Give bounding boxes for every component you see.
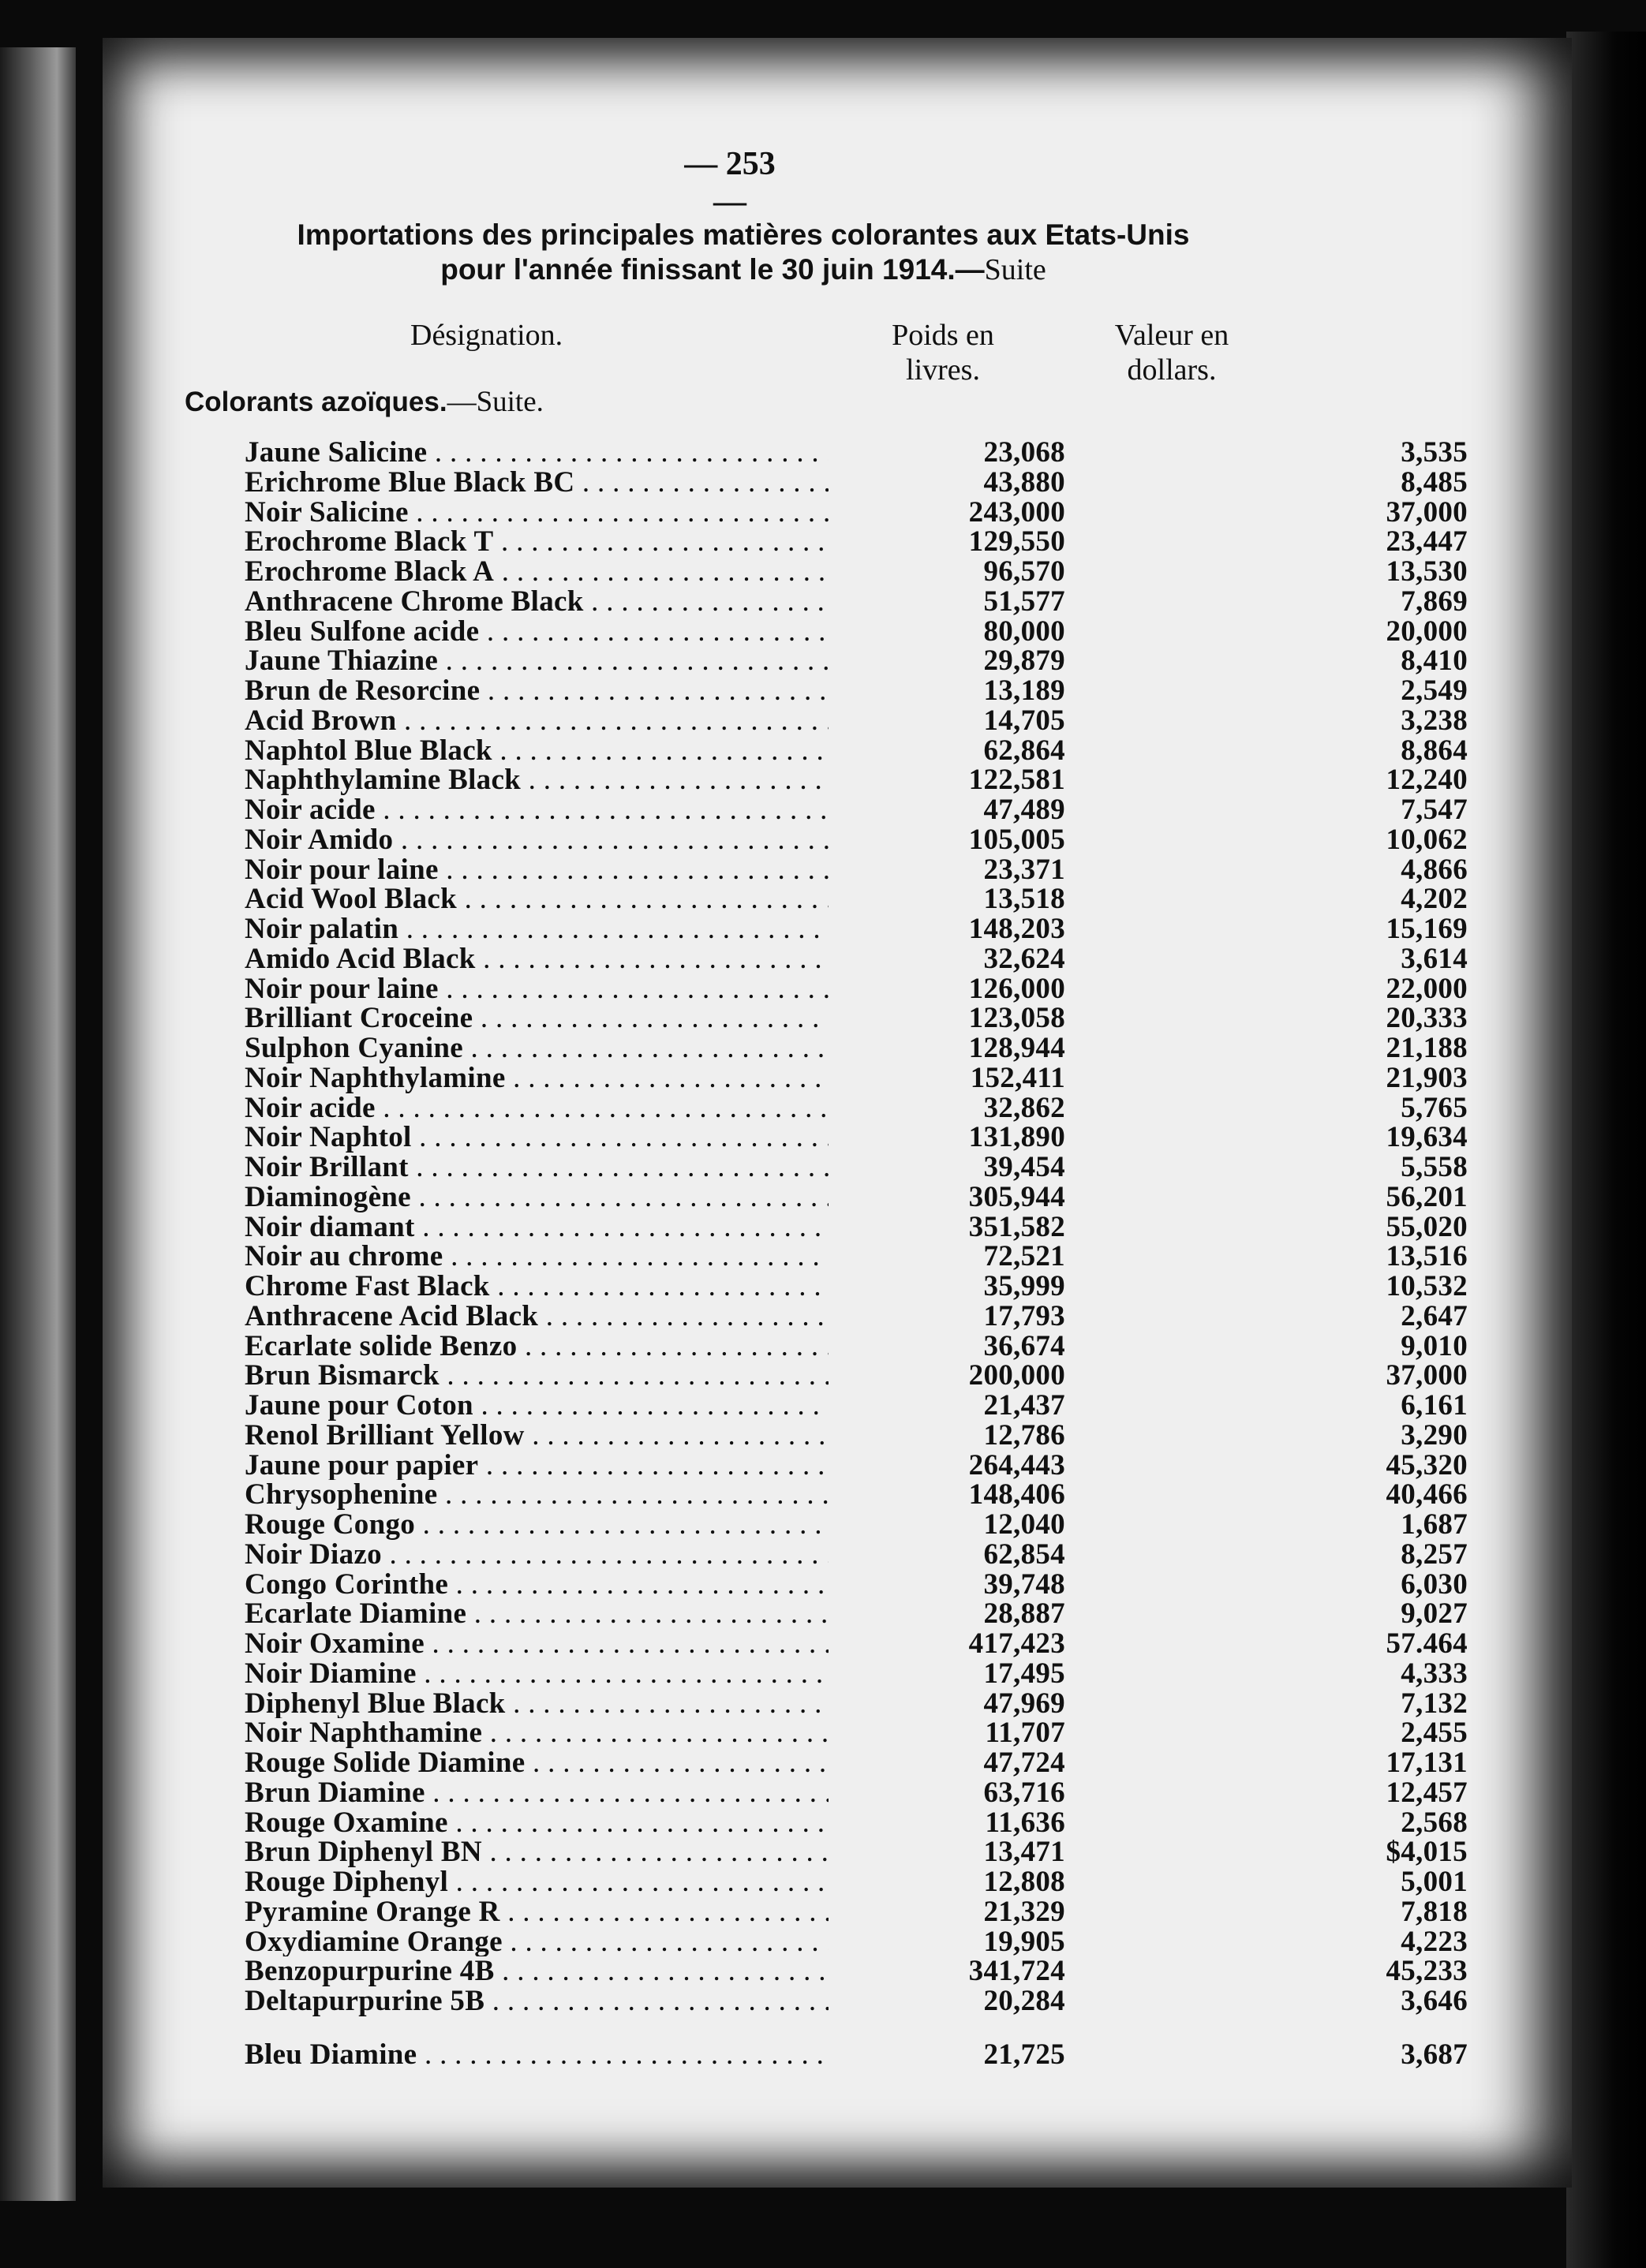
row-valeur: 3,238 bbox=[1401, 704, 1468, 737]
title-line-2-text: pour l'année finissant le 30 juin 1914.— bbox=[440, 253, 985, 286]
row-poids: 341,724 bbox=[968, 1955, 1065, 1988]
column-header-poids bbox=[852, 318, 1034, 387]
row-valeur: 17,131 bbox=[1386, 1747, 1468, 1779]
row-designation: Brun Bismarck . . . bbox=[245, 1361, 829, 1391]
table-row bbox=[245, 972, 1468, 1005]
row-valeur: 37,000 bbox=[1386, 1359, 1468, 1392]
table-row bbox=[245, 1121, 1468, 1154]
row-poids: 17,495 bbox=[983, 1657, 1065, 1690]
book-edge-shadow bbox=[1566, 32, 1646, 2268]
row-valeur: 55,020 bbox=[1386, 1210, 1468, 1243]
row-designation: Diphenyl Blue Black . . . bbox=[245, 1689, 829, 1719]
row-poids: 305,944 bbox=[968, 1180, 1065, 1213]
row-poids: 72,521 bbox=[983, 1240, 1065, 1273]
row-valeur: 13,516 bbox=[1386, 1240, 1468, 1273]
table-row bbox=[245, 674, 1468, 707]
row-valeur: 2,568 bbox=[1401, 1806, 1468, 1839]
row-valeur: 57.464 bbox=[1386, 1627, 1468, 1660]
table-row bbox=[245, 1538, 1468, 1571]
row-valeur: 4,223 bbox=[1401, 1925, 1468, 1958]
row-valeur: 19,634 bbox=[1386, 1121, 1468, 1154]
row-valeur: 8,410 bbox=[1401, 645, 1468, 678]
row-poids: 21,437 bbox=[983, 1389, 1065, 1422]
row-valeur: 3,290 bbox=[1401, 1418, 1468, 1452]
row-poids: 11,636 bbox=[985, 1806, 1065, 1839]
table-row bbox=[245, 525, 1468, 559]
row-valeur: 4,333 bbox=[1401, 1657, 1468, 1690]
row-designation: Noir Brillant . . . bbox=[245, 1153, 829, 1183]
row-designation: Acid Wool Black . . . bbox=[245, 884, 829, 914]
column-header-designation: Désignation. bbox=[410, 319, 563, 352]
row-poids: 17,793 bbox=[983, 1299, 1065, 1332]
row-valeur: 20,000 bbox=[1386, 615, 1468, 648]
table-row bbox=[245, 1717, 1468, 1750]
table-row bbox=[245, 1687, 1468, 1720]
row-valeur: 22,000 bbox=[1386, 972, 1468, 1005]
row-valeur: 5,765 bbox=[1401, 1091, 1468, 1124]
table-row bbox=[245, 1418, 1468, 1452]
row-poids: 96,570 bbox=[983, 555, 1065, 588]
row-valeur: 23,447 bbox=[1386, 525, 1468, 559]
row-designation: Noir au chrome . . . bbox=[245, 1242, 829, 1272]
row-poids: 47,489 bbox=[983, 794, 1065, 826]
table-row bbox=[245, 1866, 1468, 1898]
row-valeur: 2,647 bbox=[1401, 1299, 1468, 1332]
dye-import-table bbox=[245, 436, 1468, 2071]
row-poids: 243,000 bbox=[968, 495, 1065, 529]
row-poids: 51,577 bbox=[983, 585, 1065, 618]
row-valeur: 8,257 bbox=[1401, 1538, 1468, 1571]
row-poids: 19,905 bbox=[983, 1925, 1065, 1958]
table-row bbox=[245, 1508, 1468, 1541]
table-row bbox=[245, 495, 1468, 529]
row-poids: 32,624 bbox=[983, 942, 1065, 975]
row-poids: 12,786 bbox=[983, 1418, 1065, 1452]
row-designation: Noir Naphthylamine . . . bbox=[245, 1063, 829, 1093]
row-valeur: 10,062 bbox=[1386, 823, 1468, 856]
row-valeur: 3,646 bbox=[1401, 1985, 1468, 2017]
row-poids: 29,879 bbox=[983, 645, 1065, 678]
row-poids: 28,887 bbox=[983, 1597, 1065, 1631]
table-row bbox=[245, 1180, 1468, 1213]
row-valeur: 7,547 bbox=[1401, 794, 1468, 826]
row-designation: Noir acide . . . bbox=[245, 1093, 829, 1123]
table-row bbox=[245, 1002, 1468, 1035]
table-row bbox=[245, 1091, 1468, 1124]
row-designation: Noir acide . . . bbox=[245, 795, 829, 825]
row-valeur: 3,535 bbox=[1401, 436, 1468, 469]
title-line-2 bbox=[183, 252, 1304, 287]
table-row bbox=[245, 913, 1468, 945]
row-poids: 417,423 bbox=[968, 1627, 1065, 1660]
row-poids: 62,864 bbox=[983, 734, 1065, 767]
row-designation: Naphtol Blue Black . . . bbox=[245, 736, 829, 766]
row-poids: 264,443 bbox=[968, 1448, 1065, 1481]
row-poids: 128,944 bbox=[968, 1032, 1065, 1064]
table-row bbox=[245, 823, 1468, 856]
row-designation: Sulphon Cyanine . . . bbox=[245, 1033, 829, 1063]
table-row bbox=[245, 1359, 1468, 1392]
row-designation: Acid Brown . . . bbox=[245, 706, 829, 736]
row-designation: Noir palatin . . . bbox=[245, 914, 829, 944]
row-valeur: 1,687 bbox=[1401, 1508, 1468, 1541]
column-header-valeur-line2: dollars. bbox=[1127, 353, 1217, 387]
row-valeur: $4,015 bbox=[1386, 1836, 1468, 1869]
row-poids: 148,203 bbox=[968, 913, 1065, 945]
row-valeur: 20,333 bbox=[1386, 1002, 1468, 1035]
table-row bbox=[245, 1389, 1468, 1422]
row-designation: Chrome Fast Black . . . bbox=[245, 1272, 829, 1302]
row-designation: Noir Diazo . . . bbox=[245, 1540, 829, 1570]
table-row bbox=[245, 555, 1468, 588]
row-designation: Chrysophenine . . . bbox=[245, 1480, 829, 1510]
row-designation: Rouge Congo . . . bbox=[245, 1510, 829, 1540]
table-row bbox=[245, 1627, 1468, 1660]
row-poids: 13,471 bbox=[983, 1836, 1065, 1869]
section-title-suffix: —Suite. bbox=[447, 386, 544, 418]
row-designation: Rouge Diphenyl . . . bbox=[245, 1867, 829, 1897]
table-row bbox=[245, 615, 1468, 648]
row-poids: 20,284 bbox=[983, 1985, 1065, 2017]
row-poids: 47,969 bbox=[983, 1687, 1065, 1720]
row-valeur: 12,457 bbox=[1386, 1776, 1468, 1809]
row-poids: 23,068 bbox=[983, 436, 1065, 469]
row-poids: 148,406 bbox=[968, 1478, 1065, 1511]
row-designation: Noir Salicine . . . bbox=[245, 498, 829, 528]
table-row bbox=[245, 1061, 1468, 1094]
table-row bbox=[245, 1836, 1468, 1869]
row-valeur: 10,532 bbox=[1386, 1270, 1468, 1302]
row-designation: Ecarlate Diamine . . . bbox=[245, 1599, 829, 1629]
table-row bbox=[245, 1747, 1468, 1779]
document-title bbox=[183, 218, 1304, 287]
row-poids: 62,854 bbox=[983, 1538, 1065, 1571]
row-valeur: 7,869 bbox=[1401, 585, 1468, 618]
row-designation: Erochrome Black T . . . bbox=[245, 527, 829, 557]
row-poids: 63,716 bbox=[983, 1776, 1065, 1809]
table-row bbox=[245, 436, 1468, 469]
row-designation: Naphthylamine Black . . . bbox=[245, 765, 829, 795]
row-poids: 105,005 bbox=[968, 823, 1065, 856]
row-valeur: 9,010 bbox=[1401, 1329, 1468, 1362]
table-row bbox=[245, 1567, 1468, 1601]
row-valeur: 13,530 bbox=[1386, 555, 1468, 588]
column-header-poids-line2: livres. bbox=[906, 353, 980, 387]
table-row bbox=[245, 585, 1468, 618]
table-row bbox=[245, 1955, 1468, 1988]
table-row bbox=[245, 764, 1468, 797]
row-poids: 43,880 bbox=[983, 465, 1065, 499]
row-designation: Amido Acid Black . . . bbox=[245, 944, 829, 974]
row-poids: 11,707 bbox=[985, 1717, 1065, 1750]
row-poids: 23,371 bbox=[983, 853, 1065, 886]
title-line-1: Importations des principales matières colorantes aux Etats-Unis bbox=[297, 219, 1190, 251]
section-title-text: Colorants azoïques. bbox=[185, 387, 447, 417]
table-row bbox=[245, 853, 1468, 886]
row-poids: 47,724 bbox=[983, 1747, 1065, 1779]
row-valeur: 37,000 bbox=[1386, 495, 1468, 529]
row-poids: 131,890 bbox=[968, 1121, 1065, 1154]
section-title bbox=[185, 385, 544, 419]
row-valeur: 8,485 bbox=[1401, 465, 1468, 499]
row-poids: 35,999 bbox=[983, 1270, 1065, 1302]
row-designation: Jaune Thiazine . . . bbox=[245, 646, 829, 676]
row-designation: Anthracene Chrome Black . . . bbox=[245, 587, 829, 617]
table-row bbox=[245, 1210, 1468, 1243]
table-row bbox=[245, 645, 1468, 678]
row-poids: 351,582 bbox=[968, 1210, 1065, 1243]
row-designation: Ecarlate solide Benzo . . . bbox=[245, 1332, 829, 1362]
row-valeur: 15,169 bbox=[1386, 913, 1468, 945]
row-valeur: 4,866 bbox=[1401, 853, 1468, 886]
table-row bbox=[245, 1895, 1468, 1928]
row-valeur: 40,466 bbox=[1386, 1478, 1468, 1511]
row-valeur: 8,864 bbox=[1401, 734, 1468, 767]
table-row bbox=[245, 1478, 1468, 1511]
row-designation: Pyramine Orange R . . . bbox=[245, 1897, 829, 1927]
row-designation: Erochrome Black A . . . bbox=[245, 557, 829, 587]
column-header-valeur-line1: Valeur en bbox=[1114, 319, 1229, 352]
row-designation: Oxydiamine Orange . . . bbox=[245, 1927, 829, 1957]
adjacent-page-edge bbox=[0, 47, 76, 2201]
row-designation: Bleu Diamine . . . bbox=[245, 2040, 829, 2070]
row-valeur: 4,202 bbox=[1401, 883, 1468, 916]
table-row bbox=[245, 1299, 1468, 1332]
row-poids: 14,705 bbox=[983, 704, 1065, 737]
row-poids: 13,189 bbox=[983, 674, 1065, 707]
row-designation: Deltapurpurine 5B . . . bbox=[245, 1986, 829, 2016]
table-row bbox=[245, 2038, 1468, 2071]
row-designation: Noir Naphthamine . . . bbox=[245, 1718, 829, 1748]
row-valeur: 7,132 bbox=[1401, 1687, 1468, 1720]
row-poids: 21,329 bbox=[983, 1895, 1065, 1928]
row-poids: 21,725 bbox=[983, 2038, 1065, 2071]
row-valeur: 2,455 bbox=[1401, 1717, 1468, 1750]
row-poids: 80,000 bbox=[983, 615, 1065, 648]
table-row bbox=[245, 942, 1468, 975]
row-poids: 129,550 bbox=[968, 525, 1065, 559]
table-row bbox=[245, 1597, 1468, 1631]
row-poids: 123,058 bbox=[968, 1002, 1065, 1035]
row-poids: 200,000 bbox=[968, 1359, 1065, 1392]
table-row bbox=[245, 1329, 1468, 1362]
row-valeur: 3,614 bbox=[1401, 942, 1468, 975]
table-row bbox=[245, 704, 1468, 737]
row-designation: Jaune Salicine . . . bbox=[245, 438, 829, 468]
column-header-valeur bbox=[1081, 318, 1263, 387]
row-poids: 152,411 bbox=[970, 1061, 1065, 1094]
row-valeur: 9,027 bbox=[1401, 1597, 1468, 1631]
table-row bbox=[245, 1925, 1468, 1958]
table-row bbox=[245, 734, 1468, 767]
row-designation: Noir Amido . . . bbox=[245, 825, 829, 855]
row-designation: Rouge Solide Diamine . . . bbox=[245, 1748, 829, 1778]
row-valeur: 5,558 bbox=[1401, 1151, 1468, 1183]
row-valeur: 45,233 bbox=[1386, 1955, 1468, 1988]
row-poids: 12,808 bbox=[983, 1866, 1065, 1898]
row-designation: Noir Naphtol . . . bbox=[245, 1123, 829, 1153]
row-designation: Rouge Oxamine . . . bbox=[245, 1808, 829, 1838]
row-designation: Jaune pour papier . . . bbox=[245, 1451, 829, 1481]
row-poids: 122,581 bbox=[968, 764, 1065, 797]
row-designation: Noir pour laine . . . bbox=[245, 855, 829, 885]
table-row bbox=[245, 1240, 1468, 1273]
row-designation: Brun Diphenyl BN . . . bbox=[245, 1837, 829, 1867]
table-row bbox=[245, 1151, 1468, 1183]
row-designation: Noir diamant . . . bbox=[245, 1212, 829, 1242]
row-poids: 32,862 bbox=[983, 1091, 1065, 1124]
page-number: — 253 — bbox=[684, 146, 776, 220]
table-row bbox=[245, 794, 1468, 826]
row-designation: Noir Oxamine . . . bbox=[245, 1629, 829, 1659]
title-suite: Suite bbox=[984, 253, 1046, 286]
table-row bbox=[245, 465, 1468, 499]
row-designation: Diaminogène . . . bbox=[245, 1183, 829, 1212]
row-designation: Brun de Resorcine . . . bbox=[245, 676, 829, 706]
row-designation: Renol Brilliant Yellow . . . bbox=[245, 1421, 829, 1451]
row-valeur: 56,201 bbox=[1386, 1180, 1468, 1213]
table-row bbox=[245, 1806, 1468, 1839]
row-designation: Noir pour laine . . . bbox=[245, 974, 829, 1004]
row-designation: Anthracene Acid Black . . . bbox=[245, 1302, 829, 1332]
row-designation: Congo Corinthe . . . bbox=[245, 1570, 829, 1600]
table-row bbox=[245, 1776, 1468, 1809]
table-row bbox=[245, 1270, 1468, 1302]
table-row bbox=[245, 1985, 1468, 2017]
row-poids: 13,518 bbox=[983, 883, 1065, 916]
row-valeur: 5,001 bbox=[1401, 1866, 1468, 1898]
table-row bbox=[245, 1032, 1468, 1064]
row-poids: 36,674 bbox=[983, 1329, 1065, 1362]
row-poids: 39,748 bbox=[983, 1567, 1065, 1601]
row-valeur: 45,320 bbox=[1386, 1448, 1468, 1481]
table-row bbox=[245, 883, 1468, 916]
table-row bbox=[245, 1448, 1468, 1481]
row-valeur: 2,549 bbox=[1401, 674, 1468, 707]
table-row bbox=[245, 1657, 1468, 1690]
row-valeur: 7,818 bbox=[1401, 1895, 1468, 1928]
row-designation: Benzopurpurine 4B . . . bbox=[245, 1956, 829, 1986]
row-valeur: 3,687 bbox=[1401, 2038, 1468, 2071]
row-valeur: 6,030 bbox=[1401, 1567, 1468, 1601]
row-valeur: 6,161 bbox=[1401, 1389, 1468, 1422]
row-valeur: 21,188 bbox=[1386, 1032, 1468, 1064]
row-poids: 126,000 bbox=[968, 972, 1065, 1005]
row-poids: 12,040 bbox=[983, 1508, 1065, 1541]
column-header-poids-line1: Poids en bbox=[892, 319, 994, 352]
row-poids: 39,454 bbox=[983, 1151, 1065, 1183]
row-valeur: 12,240 bbox=[1386, 764, 1468, 797]
row-designation: Bleu Sulfone acide . . . bbox=[245, 617, 829, 647]
row-valeur: 21,903 bbox=[1386, 1061, 1468, 1094]
row-designation: Brilliant Croceine . . . bbox=[245, 1003, 829, 1033]
row-designation: Jaune pour Coton . . . bbox=[245, 1391, 829, 1421]
row-designation: Brun Diamine . . . bbox=[245, 1778, 829, 1808]
row-designation: Noir Diamine . . . bbox=[245, 1659, 829, 1689]
row-designation: Erichrome Blue Black BC . . . bbox=[245, 468, 829, 498]
